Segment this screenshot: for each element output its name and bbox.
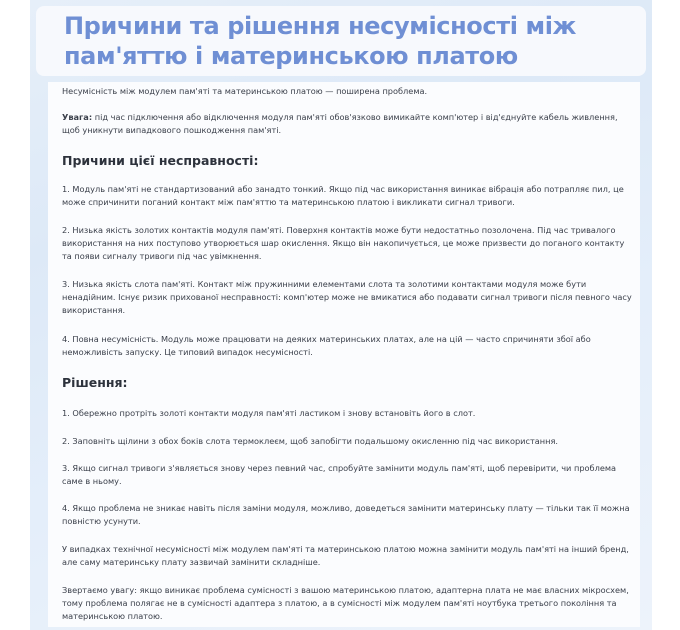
solution-item: 2. Заповніть щілини з обох боків слота термоклеєм, щоб запобігти подальшому окисленню під час використання. — [62, 436, 558, 446]
warning-text: під час підключення або відключення модуля пам'яті обов'язково вимикайте комп'ютер і від'єднуйте кабель живлення, щоб уникнути випадкового пошкодження пам'яті. — [62, 112, 618, 135]
solution-item: 1. Обережно протріть золоті контакти модуля пам'яті ластиком і знову встановіть його в слот. — [62, 408, 476, 418]
page-title: Причини та рішення несумісності між пам'яттю і материнською платою — [64, 12, 577, 70]
cause-item: 2. Низька якість золотих контактів модуля пам'яті. Поверхня контактів може бути недостатньо позолочена. Під час тривалого використання на них поступово утворюється шар окислення. Якщо він накопичується, це може призвести до поганого контакту та появи сигналу тривоги під час увімкнення. — [62, 225, 625, 261]
cause-item: 3. Низька якість слота пам'яті. Контакт між пружинними елементами слота та золотими контактами модуля може бути ненадійним. Існує ризик прихованої несправності: комп'ютер може не вмикатися або подавати сигнал тривоги після певного часу використання. — [62, 279, 632, 315]
article-body — [48, 82, 640, 627]
warning-paragraph — [62, 111, 632, 137]
warning-label: Увага: — [62, 112, 93, 122]
cause-item: 1. Модуль пам'яті не стандартизований або занадто тонкий. Якщо під час використання виникає вібрація або потрапляє пил, це може спричинити поганий контакт між пам'яттю та материнською платою і викликати сигнал тривоги. — [62, 184, 624, 207]
solution-item: 3. Якщо сигнал тривоги з'являється знову через певний час, спробуйте замінити модуль пам'яті, щоб перевірити, чи проблема саме в ньому. — [62, 463, 617, 486]
cause-item: 4. Повна несумісність. Модуль може працювати на деяких материнських платах, але на цій — часто спричиняти збої або неможливість запуску. Це типовий випадок несумісності. — [62, 334, 591, 357]
note-paragraph: Звертаємо увагу: якщо виникає проблема сумісності з вашою материнською платою, адаптерна плата не має власних мікросхем, тому проблема полягає не в сумісності адаптера з платою, а в сумісності між модулем пам'яті ноутбука третього покоління та материнською платою. — [62, 585, 629, 621]
note-paragraph: У випадках технічної несумісності між модулем пам'яті та материнською платою можна замінити модуль пам'яті на інший бренд, але саму материнську плату зазвичай замінити складніше. — [62, 544, 629, 567]
causes-heading: Причини цієї несправності: — [62, 153, 259, 168]
article-card — [30, 0, 652, 630]
intro-text: Несумісність між модулем пам'яті та материнською платою — поширена проблема. — [62, 86, 428, 96]
solutions-heading: Рішення: — [62, 375, 128, 390]
title-banner — [36, 6, 646, 76]
solution-item: 4. Якщо проблема не зникає навіть після заміни модуля, можливо, доведеться замінити материнську плату — тільки так її можна повністю усунути. — [62, 503, 630, 526]
